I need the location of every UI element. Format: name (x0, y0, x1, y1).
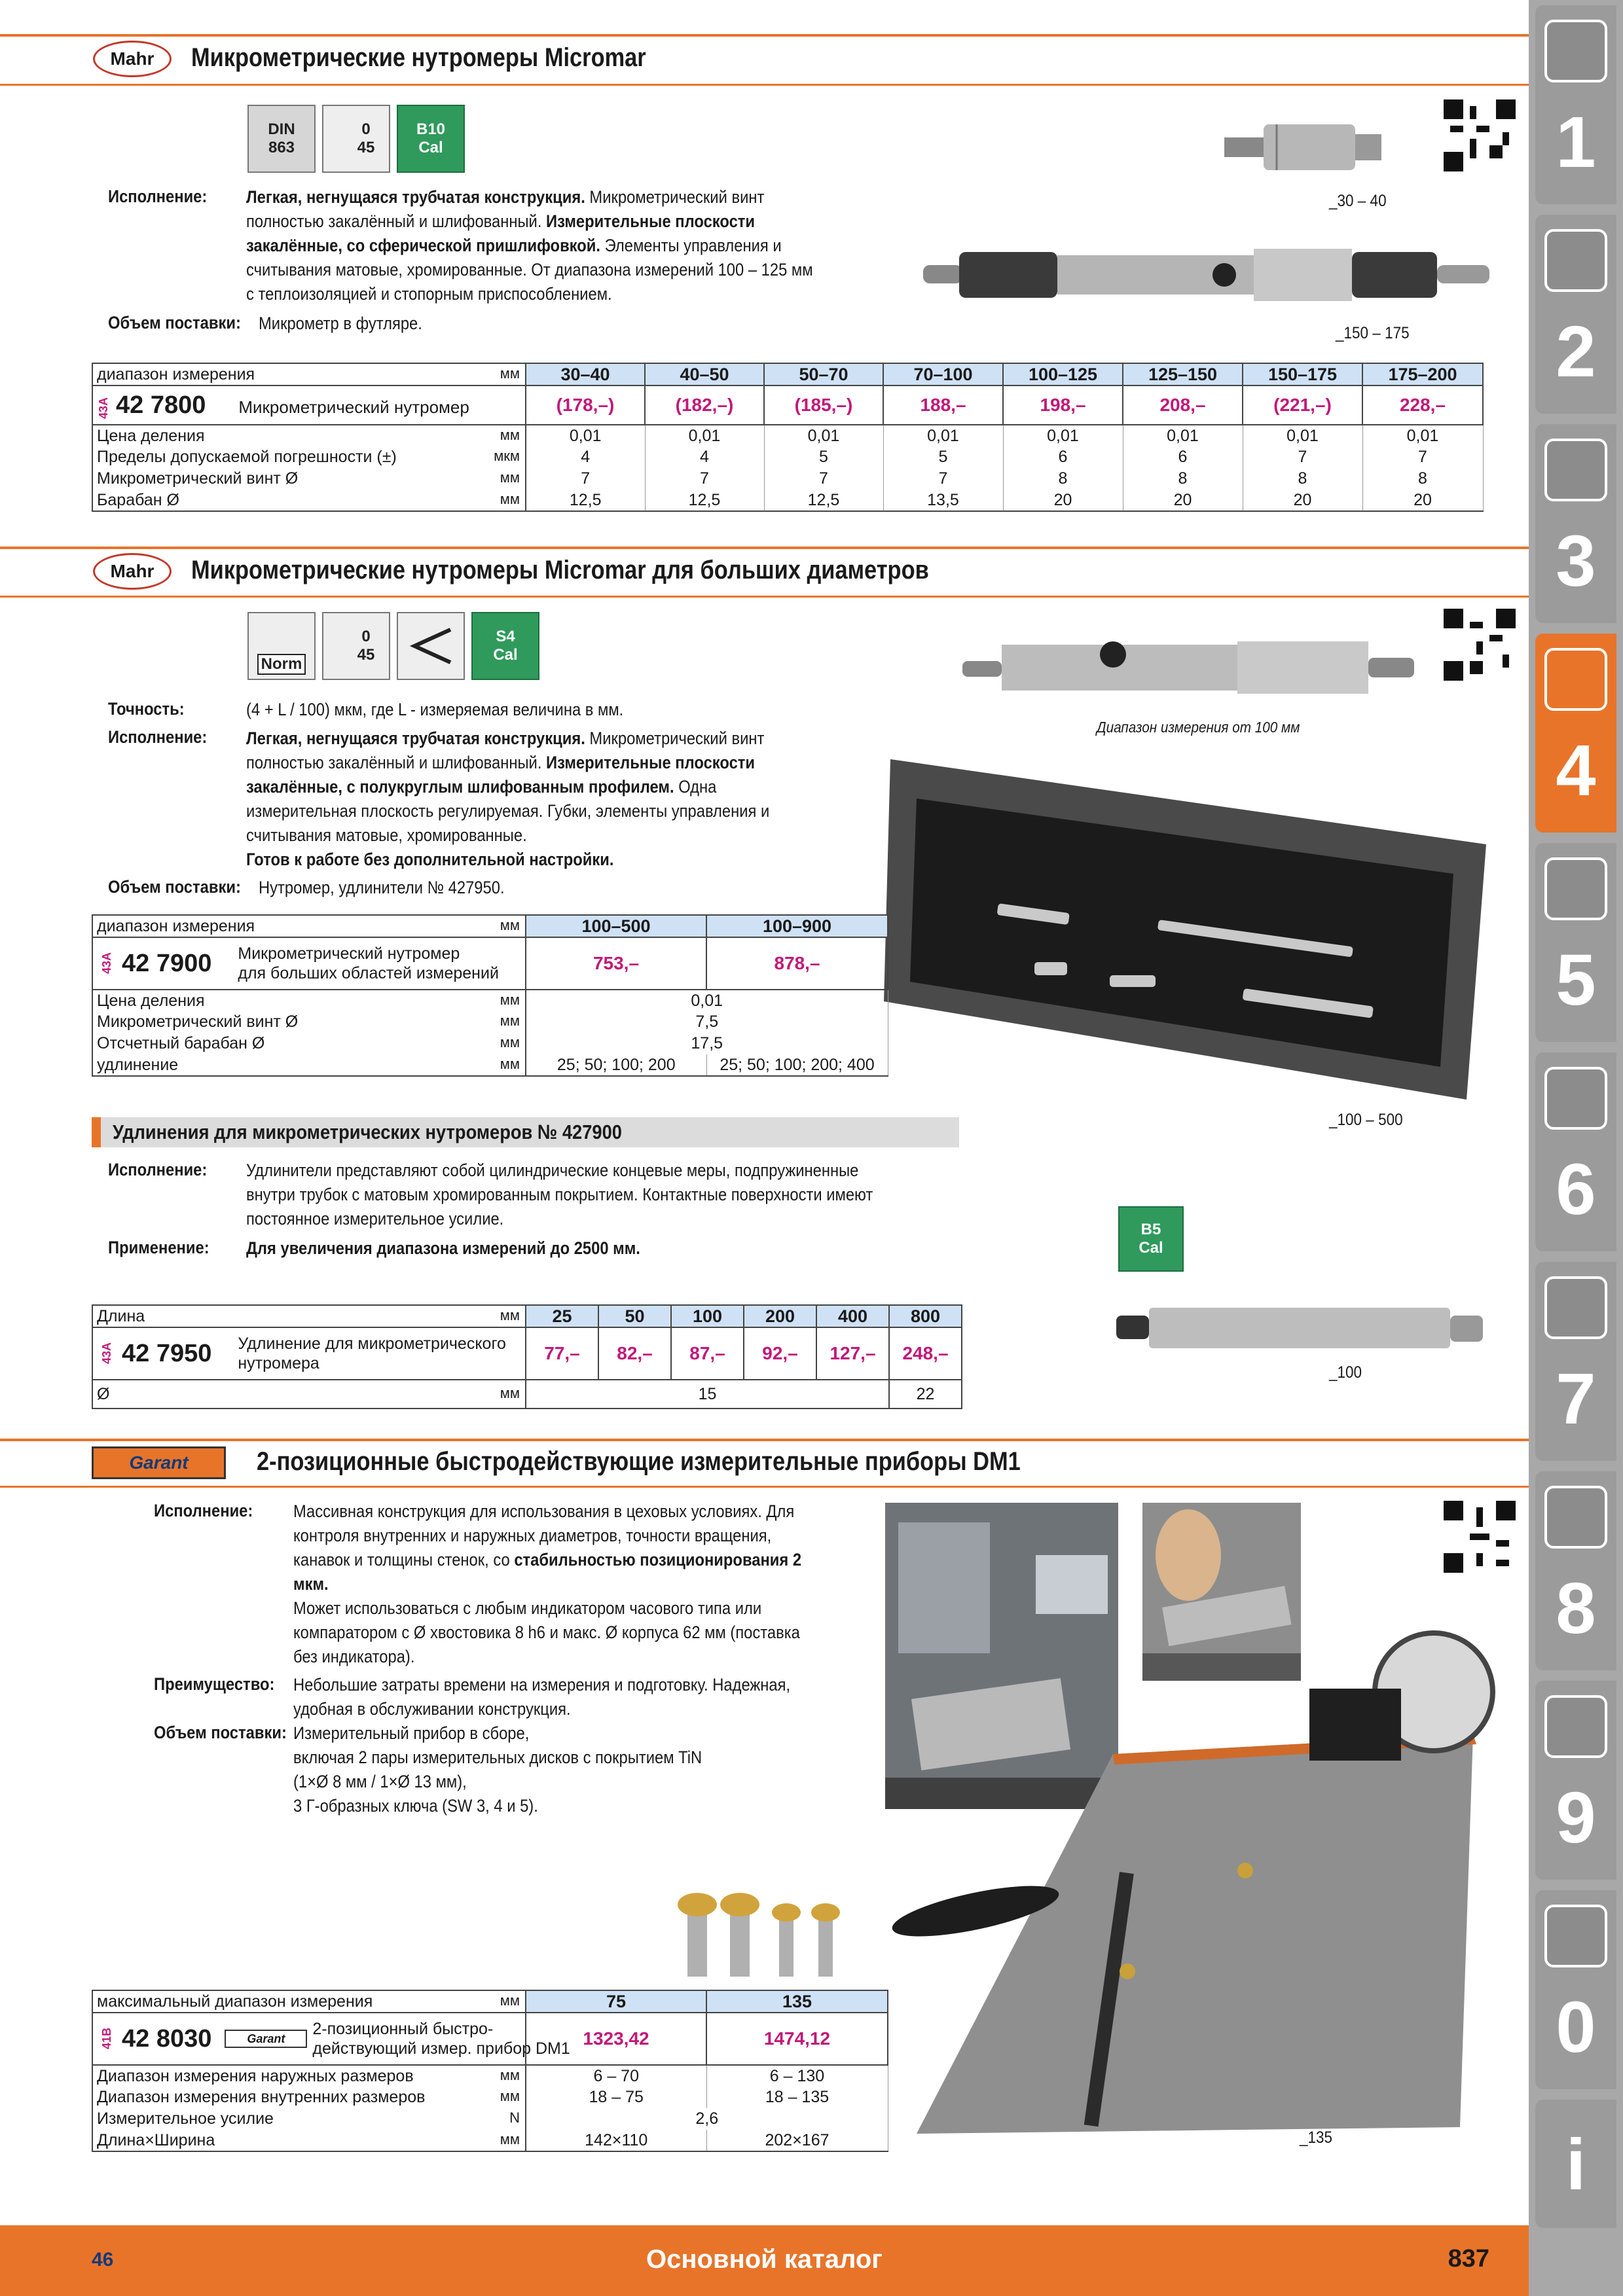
cabinet-icon (1544, 1695, 1607, 1758)
sidebar-tab-0[interactable] (1535, 1890, 1616, 2089)
row-value: 0,01 (764, 425, 883, 446)
range-header: 70–100 (883, 363, 1003, 386)
range-header: 100–500 (526, 915, 706, 937)
sidebar-tab-number: i (1565, 2125, 1586, 2205)
execution-text: Легкая, негнущаяся трубчатая конструкция. Микрометрический винт полностью закалённый и шлифованный. Измерительные плоскости закалённые, с полукруглым шлифованным профилем. Одна измерительная плоскость регулируемая. Губки, элементы управления и считывания матовые, хромированные. Готов к работе без дополнительной настройки. (246, 728, 770, 869)
range-header: 50–70 (764, 363, 883, 386)
range-label: диапазон измерения мм (92, 915, 526, 937)
row-value: 7 (1243, 446, 1362, 468)
price: 92,– (744, 1327, 816, 1380)
article-cell[interactable]: 43A 42 7950 Удлинение для микрометрического нутромера (92, 1327, 526, 1380)
row-value: 0,01 (1123, 425, 1243, 446)
table-row (92, 490, 1483, 511)
table-row (92, 2065, 888, 2087)
section-title: 2-позиционные быстродействующие измерительные приборы DM1 (257, 1447, 1021, 1476)
price: 188,– (883, 386, 1003, 425)
length-header: 50 (598, 1305, 671, 1327)
advantage-label: Преимущество: (154, 1674, 275, 1694)
table-row (92, 2087, 888, 2108)
row-value: 17,5 (526, 1033, 888, 1054)
row-label: Отсчетный барабан Ø мм (92, 1033, 526, 1054)
micrometer-large-diameter-photo (962, 632, 1421, 704)
sidebar-tab-8[interactable] (1535, 1471, 1616, 1670)
row-value: 7,5 (526, 1011, 888, 1033)
row-value: 7 (645, 468, 764, 490)
price: 228,– (1362, 386, 1483, 425)
row-value: 0,01 (526, 425, 645, 446)
row-value: 0,01 (1243, 425, 1362, 446)
price: 248,– (889, 1327, 962, 1380)
footer-bar (0, 2225, 1529, 2296)
footer-title: Основной каталог (646, 2245, 883, 2274)
footer-left-page: 46 (92, 2249, 114, 2270)
row-value: 18 – 75 (526, 2087, 706, 2108)
price: 878,– (706, 937, 888, 990)
caption-small: _30 – 40 (1329, 192, 1387, 210)
row-label: Цена деления мм (92, 425, 526, 446)
section-divider (0, 596, 1529, 598)
caption-case: _100 – 500 (1329, 1111, 1403, 1129)
caption-top: Диапазон измерения от 100 мм (1097, 719, 1300, 736)
sidebar-tab-number: 1 (1556, 102, 1596, 183)
price: 127,– (816, 1327, 889, 1380)
spec-table-427900 (92, 914, 888, 1077)
row-value: 13,5 (883, 490, 1003, 511)
table-row (92, 2108, 888, 2130)
row-label: Микрометрический винт Ø мм (92, 468, 526, 490)
row-value: 12,5 (645, 490, 764, 511)
execution-text: Удлинители представляют собой цилиндрические концевые меры, подпружиненные внутри трубок с матовым хромированным покрытием. Контактные поверхности имеют постоянное измерительное усилие. (246, 1160, 873, 1229)
price: (221,–) (1243, 386, 1362, 425)
row-value: 0,01 (1003, 425, 1123, 446)
garant-logo: Garant (92, 1446, 226, 1479)
workbench-icon (1544, 1486, 1607, 1549)
row-value: 7 (883, 468, 1003, 490)
execution-label: Исполнение: (108, 187, 208, 206)
row-value: 8 (1003, 468, 1123, 490)
section-title: Микрометрические нутромеры Micromar для больших диаметров (191, 556, 929, 584)
row-label: Цена деления мм (92, 990, 526, 1011)
row-value: 5 (883, 446, 1003, 468)
length-header: 200 (744, 1305, 816, 1327)
section-divider (0, 84, 1529, 86)
caliper-icon (1544, 648, 1607, 711)
row-value: 20 (1362, 490, 1483, 511)
row-value: 6 (1123, 446, 1243, 468)
length-header: 100 (671, 1305, 744, 1327)
row-value: 5 (764, 446, 883, 468)
range-label: диапазон измерения мм (92, 363, 526, 386)
row-label: Длина×Ширина мм (92, 2130, 526, 2151)
qr-code-icon[interactable] (1444, 1501, 1516, 1573)
execution-text: Легкая, негнущаяся трубчатая конструкция. Микрометрический винт полностью закалённый и шлифованный. Измерительные плоскости закалённые, со сферической пришлифовкой. Элементы управления и считывания матовые, хромированные. От диапазона измерений 100 – 125 мм с теплоизоляцией и стопорным приспособлением. (246, 187, 813, 304)
delivery-text: Измерительный прибор в сборе, включая 2 пары измерительных дисков с покрытием TiN (1×Ø 8 мм / 1×Ø 13 мм), 3 Г-образных ключа (SW 3, 4 и 5). (293, 1723, 702, 1816)
table-row (92, 446, 1483, 468)
row-label: Измерительное усилие N (92, 2108, 526, 2130)
norm-icon: Norm (247, 612, 316, 680)
sidebar-tab-6[interactable] (1535, 1052, 1616, 1251)
safety-icon (1544, 1905, 1607, 1967)
price: 1323,42 (526, 2013, 706, 2065)
article-cell[interactable]: 43A 42 7900 Микрометрический нутромер для больших областей измерений (92, 937, 526, 990)
range-header: 175–200 (1362, 363, 1483, 386)
row-value: 2,6 (526, 2108, 888, 2130)
row-label: Диапазон измерения внутренних размеров мм (92, 2087, 526, 2108)
row-value: 7 (1362, 446, 1483, 468)
sidebar-tab-7[interactable] (1535, 1262, 1616, 1461)
row-value: 20 (1003, 490, 1123, 511)
sidebar-tab-number: 7 (1556, 1359, 1596, 1439)
row-value: 8 (1123, 468, 1243, 490)
sidebar-tab-4[interactable] (1535, 634, 1616, 833)
row-value: 0,01 (526, 990, 888, 1011)
sidebar-tab-info[interactable] (1535, 2100, 1616, 2228)
row-label: удлинение мм (92, 1054, 526, 1076)
delivery-label: Объем поставки: (154, 1723, 287, 1742)
micrometer-small-photo (1218, 111, 1414, 183)
caption-rod: _100 (1329, 1363, 1362, 1382)
mahr-logo: Mahr (93, 553, 172, 590)
measure-angle-icon: 0 45 (322, 612, 390, 680)
row-value: 25; 50; 100; 200; 400 (706, 1054, 888, 1076)
row-value: 25; 50; 100; 200 (526, 1054, 706, 1076)
footer-right-page: 837 (1448, 2245, 1489, 2272)
range-header: 150–175 (1243, 363, 1362, 386)
range-label: максимальный диапазон измерения мм (92, 1990, 526, 2013)
din-icon: DIN 863 (247, 105, 316, 173)
row-value: 0,01 (883, 425, 1003, 446)
insert-icon (1544, 229, 1607, 292)
row-value: 202×167 (706, 2130, 888, 2151)
sidebar-tab-number: 6 (1556, 1149, 1596, 1230)
length-header: 25 (526, 1305, 598, 1327)
measure-angle-icon: 0 45 (322, 105, 390, 173)
row-value: 12,5 (764, 490, 883, 511)
price: 87,– (671, 1327, 744, 1380)
execution-text: Массивная конструкция для использования в цеховых условиях. Для контроля внутренних и наружных диаметров, точности вращения, канавок и толщины стенок, со стабильностью позиционирования 2 мкм. Может использоваться с любым индикатором часового типа или компаратором с Ø хвостовика 8 h6 и макс. Ø корпуса 62 мм (поставка без индикатора). (293, 1501, 802, 1666)
sidebar-tab-number: 8 (1556, 1568, 1596, 1649)
execution-label: Исполнение: (108, 1160, 208, 1179)
table-row (92, 425, 1483, 446)
diameter-value: 22 (889, 1380, 962, 1408)
accuracy-text: (4 + L / 100) мкм, где L - измеряемая величина в мм. (246, 700, 624, 719)
measuring-hand-photo (1142, 1503, 1301, 1681)
delivery-label: Объем поставки: (108, 877, 241, 897)
row-value: 20 (1123, 490, 1243, 511)
spec-table-428030 (92, 1990, 888, 2152)
subsection-heading-bar (92, 1117, 959, 1147)
accuracy-label: Точность: (108, 699, 185, 719)
range-header: 100–900 (706, 915, 888, 937)
micrometer-case-photo (877, 753, 1493, 1106)
row-value: 7 (764, 468, 883, 490)
tap-icon (1544, 439, 1607, 501)
profile-icon (397, 612, 465, 680)
usage-label: Применение: (108, 1238, 210, 1257)
advantage-text: Небольшие затраты времени на измерения и подготовку. Надежная, удобная в обслуживании конструкция. (293, 1675, 791, 1719)
caption-large: _150 – 175 (1336, 324, 1410, 342)
row-value: 8 (1243, 468, 1362, 490)
row-value: 20 (1243, 490, 1362, 511)
row-label: Барабан Ø мм (92, 490, 526, 511)
subsection-heading: Удлинения для микрометрических нутромеров № 427900 (113, 1121, 622, 1143)
sidebar-tab-number: 0 (1556, 1987, 1596, 2068)
range-header: 30–40 (526, 363, 645, 386)
table-row (92, 468, 1483, 490)
row-value: 12,5 (526, 490, 645, 511)
section-divider (0, 1486, 1529, 1488)
drill-icon (1544, 20, 1607, 82)
price: 82,– (598, 1327, 671, 1380)
delivery-text: Нутромер, удлинители № 427950. (259, 878, 505, 897)
section-divider (0, 547, 1529, 549)
length-label: Длина мм (92, 1305, 526, 1327)
diameter-label: Ø мм (92, 1380, 526, 1408)
row-value: 6 – 130 (706, 2065, 888, 2087)
range-header: 75 (526, 1990, 706, 2013)
price: (185,–) (764, 386, 883, 425)
row-value: 142×110 (526, 2130, 706, 2151)
usage-text: Для увеличения диапазона измерений до 2500 мм. (246, 1238, 640, 1258)
table-row (92, 2130, 888, 2151)
diameter-value: 15 (526, 1380, 889, 1408)
qr-code-icon[interactable] (1444, 99, 1516, 171)
row-label: Пределы допускаемой погрешности (±) мкм (92, 446, 526, 468)
pliers-icon (1544, 1276, 1607, 1339)
price: 77,– (526, 1327, 598, 1380)
qr-code-icon[interactable] (1444, 609, 1516, 681)
mahr-logo: Mahr (93, 41, 172, 77)
row-value: 8 (1362, 468, 1483, 490)
range-header: 125–150 (1123, 363, 1243, 386)
range-header: 40–50 (645, 363, 764, 386)
row-value: 6 – 70 (526, 2065, 706, 2087)
execution-label: Исполнение: (154, 1501, 253, 1520)
sidebar-tab-number: 9 (1556, 1778, 1596, 1858)
calibration-icon: B10 Cal (397, 105, 465, 173)
row-label: Диапазон измерения наружных размеров мм (92, 2065, 526, 2087)
row-value: 6 (1003, 446, 1123, 468)
article-cell[interactable]: 43A 42 7800 Микрометрический нутромер (92, 386, 526, 425)
sidebar-tab-2[interactable] (1535, 215, 1616, 414)
sidebar-tab-5[interactable] (1535, 843, 1616, 1042)
price: (178,–) (526, 386, 645, 425)
dm1-device-photo (897, 1676, 1486, 2147)
price: 198,– (1003, 386, 1123, 425)
garant-mini-logo: Garant (225, 2030, 307, 2048)
row-value: 0,01 (1362, 425, 1483, 446)
sidebar-tab-9[interactable] (1535, 1681, 1616, 1880)
section-title: Микрометрические нутромеры Micromar (191, 43, 646, 72)
section-divider (0, 1439, 1529, 1441)
sidebar-tab-1[interactable] (1535, 5, 1616, 204)
delivery-text: Микрометр в футляре. (259, 314, 422, 333)
article-cell[interactable]: 41B 42 8030 Garant2-позиционный быстро- действующий измер. прибор DM1 (92, 2013, 526, 2065)
sidebar-tab-3[interactable] (1535, 424, 1616, 623)
section-divider (0, 34, 1529, 37)
calibration-icon: B5 Cal (1118, 1206, 1184, 1272)
row-value: 7 (526, 468, 645, 490)
row-value: 0,01 (645, 425, 764, 446)
range-header: 100–125 (1003, 363, 1123, 386)
price: 208,– (1123, 386, 1243, 425)
row-value: 4 (645, 446, 764, 468)
micrometer-large-photo (923, 232, 1499, 317)
row-value: 18 – 135 (706, 2087, 888, 2108)
sidebar-tab-number: 3 (1556, 521, 1596, 601)
price: 1474,12 (706, 2013, 888, 2065)
price: (182,–) (645, 386, 764, 425)
caption-device: _135 (1300, 2128, 1333, 2147)
length-header: 800 (889, 1305, 962, 1327)
range-header: 135 (706, 1990, 888, 2013)
row-label: Микрометрический винт Ø мм (92, 1011, 526, 1033)
extension-rod-photo (1113, 1296, 1493, 1361)
saw-icon (1544, 857, 1607, 920)
sidebar-tab-number: 5 (1556, 940, 1596, 1020)
execution-label: Исполнение: (108, 727, 208, 747)
calibration-icon: S4 Cal (471, 612, 539, 680)
row-value: 4 (526, 446, 645, 468)
length-header: 400 (816, 1305, 889, 1327)
delivery-label: Объем поставки: (108, 313, 241, 332)
price: 753,– (526, 937, 706, 990)
spec-table-427800 (92, 363, 1484, 512)
spec-table-427950 (92, 1304, 962, 1409)
sidebar-tab-number: 2 (1556, 312, 1596, 392)
sidebar-tab-number: 4 (1556, 730, 1596, 811)
measuring-discs-photo (674, 1885, 858, 1983)
wrench-icon (1544, 1067, 1607, 1130)
